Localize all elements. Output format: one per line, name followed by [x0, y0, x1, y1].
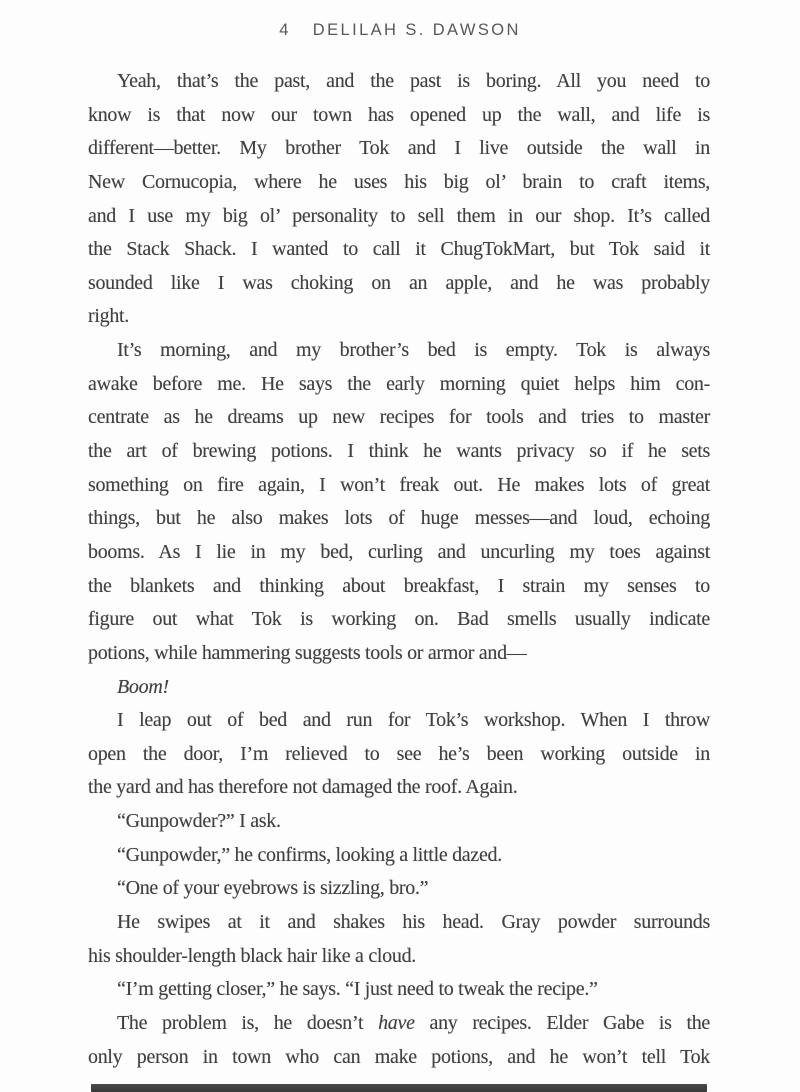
paragraph — [88, 671, 710, 705]
text-line — [88, 771, 710, 805]
text-line — [88, 1041, 710, 1075]
text-line — [88, 536, 710, 570]
text-run: “Gunpowder,” he confirms, looking a little dazed. — [117, 843, 502, 866]
paragraph — [88, 805, 710, 839]
paragraph — [88, 906, 710, 973]
text-run: things, but he also makes lots of huge messes—and loud, echoing — [88, 507, 710, 530]
text-run: awake before me. He says the early morning quiet helps him con- — [88, 372, 710, 395]
page-body — [88, 65, 710, 1074]
italic-text: have — [378, 1011, 415, 1034]
text-line — [88, 502, 710, 536]
text-run: It’s morning, and my brother’s bed is empty. Tok is always — [117, 339, 710, 362]
text-line — [88, 637, 710, 671]
text-line — [88, 267, 710, 301]
text-line — [88, 435, 710, 469]
text-line — [88, 166, 710, 200]
text-run: the yard and has therefore not damaged the roof. Again. — [88, 776, 518, 799]
text-line — [88, 469, 710, 503]
text-line — [88, 704, 710, 738]
running-header — [0, 21, 800, 40]
text-line — [88, 368, 710, 402]
text-run: “Gunpowder?” I ask. — [117, 810, 281, 833]
text-line — [88, 401, 710, 435]
text-run: right. — [88, 305, 129, 328]
text-line — [88, 738, 710, 772]
text-line — [88, 233, 710, 267]
text-run: the art of brewing potions. I think he wants privacy so if he sets — [88, 440, 710, 463]
text-run: the blankets and thinking about breakfast, I strain my senses to — [88, 574, 710, 597]
text-run: sounded like I was choking on an apple, and he was probably — [88, 271, 710, 294]
text-line — [88, 671, 710, 705]
text-run: open the door, I’m relieved to see he’s been working outside in — [88, 742, 710, 765]
text-run: New Cornucopia, where he uses his big ol’ brain to craft items, — [88, 170, 710, 193]
text-run: centrate as he dreams up new recipes for tools and tries to master — [88, 406, 710, 429]
text-line — [88, 603, 710, 637]
paragraph — [88, 973, 710, 1007]
text-run: The problem is, he doesn’t — [117, 1011, 379, 1034]
text-run: figure out what Tok is working on. Bad smells usually indicate — [88, 608, 710, 631]
cutoff-next-line-artifact — [91, 1084, 707, 1092]
text-run: his shoulder-length black hair like a cloud. — [88, 944, 416, 967]
text-line — [88, 1007, 710, 1041]
text-run: I leap out of bed and run for Tok’s workshop. When I throw — [117, 709, 710, 732]
paragraph — [88, 872, 710, 906]
text-line — [88, 839, 710, 873]
text-run: the Stack Shack. I wanted to call it ChugTokMart, but Tok said it — [88, 238, 710, 261]
italic-text: Boom! — [117, 675, 169, 698]
text-line — [88, 334, 710, 368]
paragraph — [88, 334, 710, 670]
text-run: and I use my big ol’ personality to sell them in our shop. It’s called — [88, 204, 710, 227]
text-line — [88, 973, 710, 1007]
text-line — [88, 940, 710, 974]
text-line — [88, 805, 710, 839]
paragraph — [88, 839, 710, 873]
text-line — [88, 570, 710, 604]
text-run: only person in town who can make potions, and he won’t tell Tok — [88, 1045, 710, 1068]
text-run: know is that now our town has opened up the wall, and life is — [88, 103, 710, 126]
text-line — [88, 872, 710, 906]
text-run: something on fire again, I won’t freak out. He makes lots of great — [88, 473, 710, 496]
text-run: He swipes at it and shakes his head. Gray powder surrounds — [117, 911, 710, 934]
paragraph — [88, 1007, 710, 1074]
running-header-author: DELILAH S. DAWSON — [312, 21, 521, 39]
text-line — [88, 300, 710, 334]
text-line — [88, 132, 710, 166]
text-run: “One of your eyebrows is sizzling, bro.” — [117, 877, 429, 900]
paragraph — [88, 704, 710, 805]
text-run: booms. As I lie in my bed, curling and uncurling my toes against — [88, 540, 710, 563]
text-line — [88, 200, 710, 234]
page-number: 4 — [279, 21, 291, 39]
text-run: any recipes. Elder Gabe is the — [414, 1011, 710, 1034]
text-line — [88, 65, 710, 99]
paragraph — [88, 65, 710, 334]
text-line — [88, 906, 710, 940]
text-line — [88, 99, 710, 133]
text-run: Yeah, that’s the past, and the past is boring. All you need to — [117, 70, 710, 92]
text-run: “I’m getting closer,” he says. “I just need to tweak the recipe.” — [117, 978, 598, 1001]
text-run: different—better. My brother Tok and I live outside the wall in — [88, 137, 710, 160]
text-run: potions, while hammering suggests tools or armor and— — [88, 641, 527, 664]
